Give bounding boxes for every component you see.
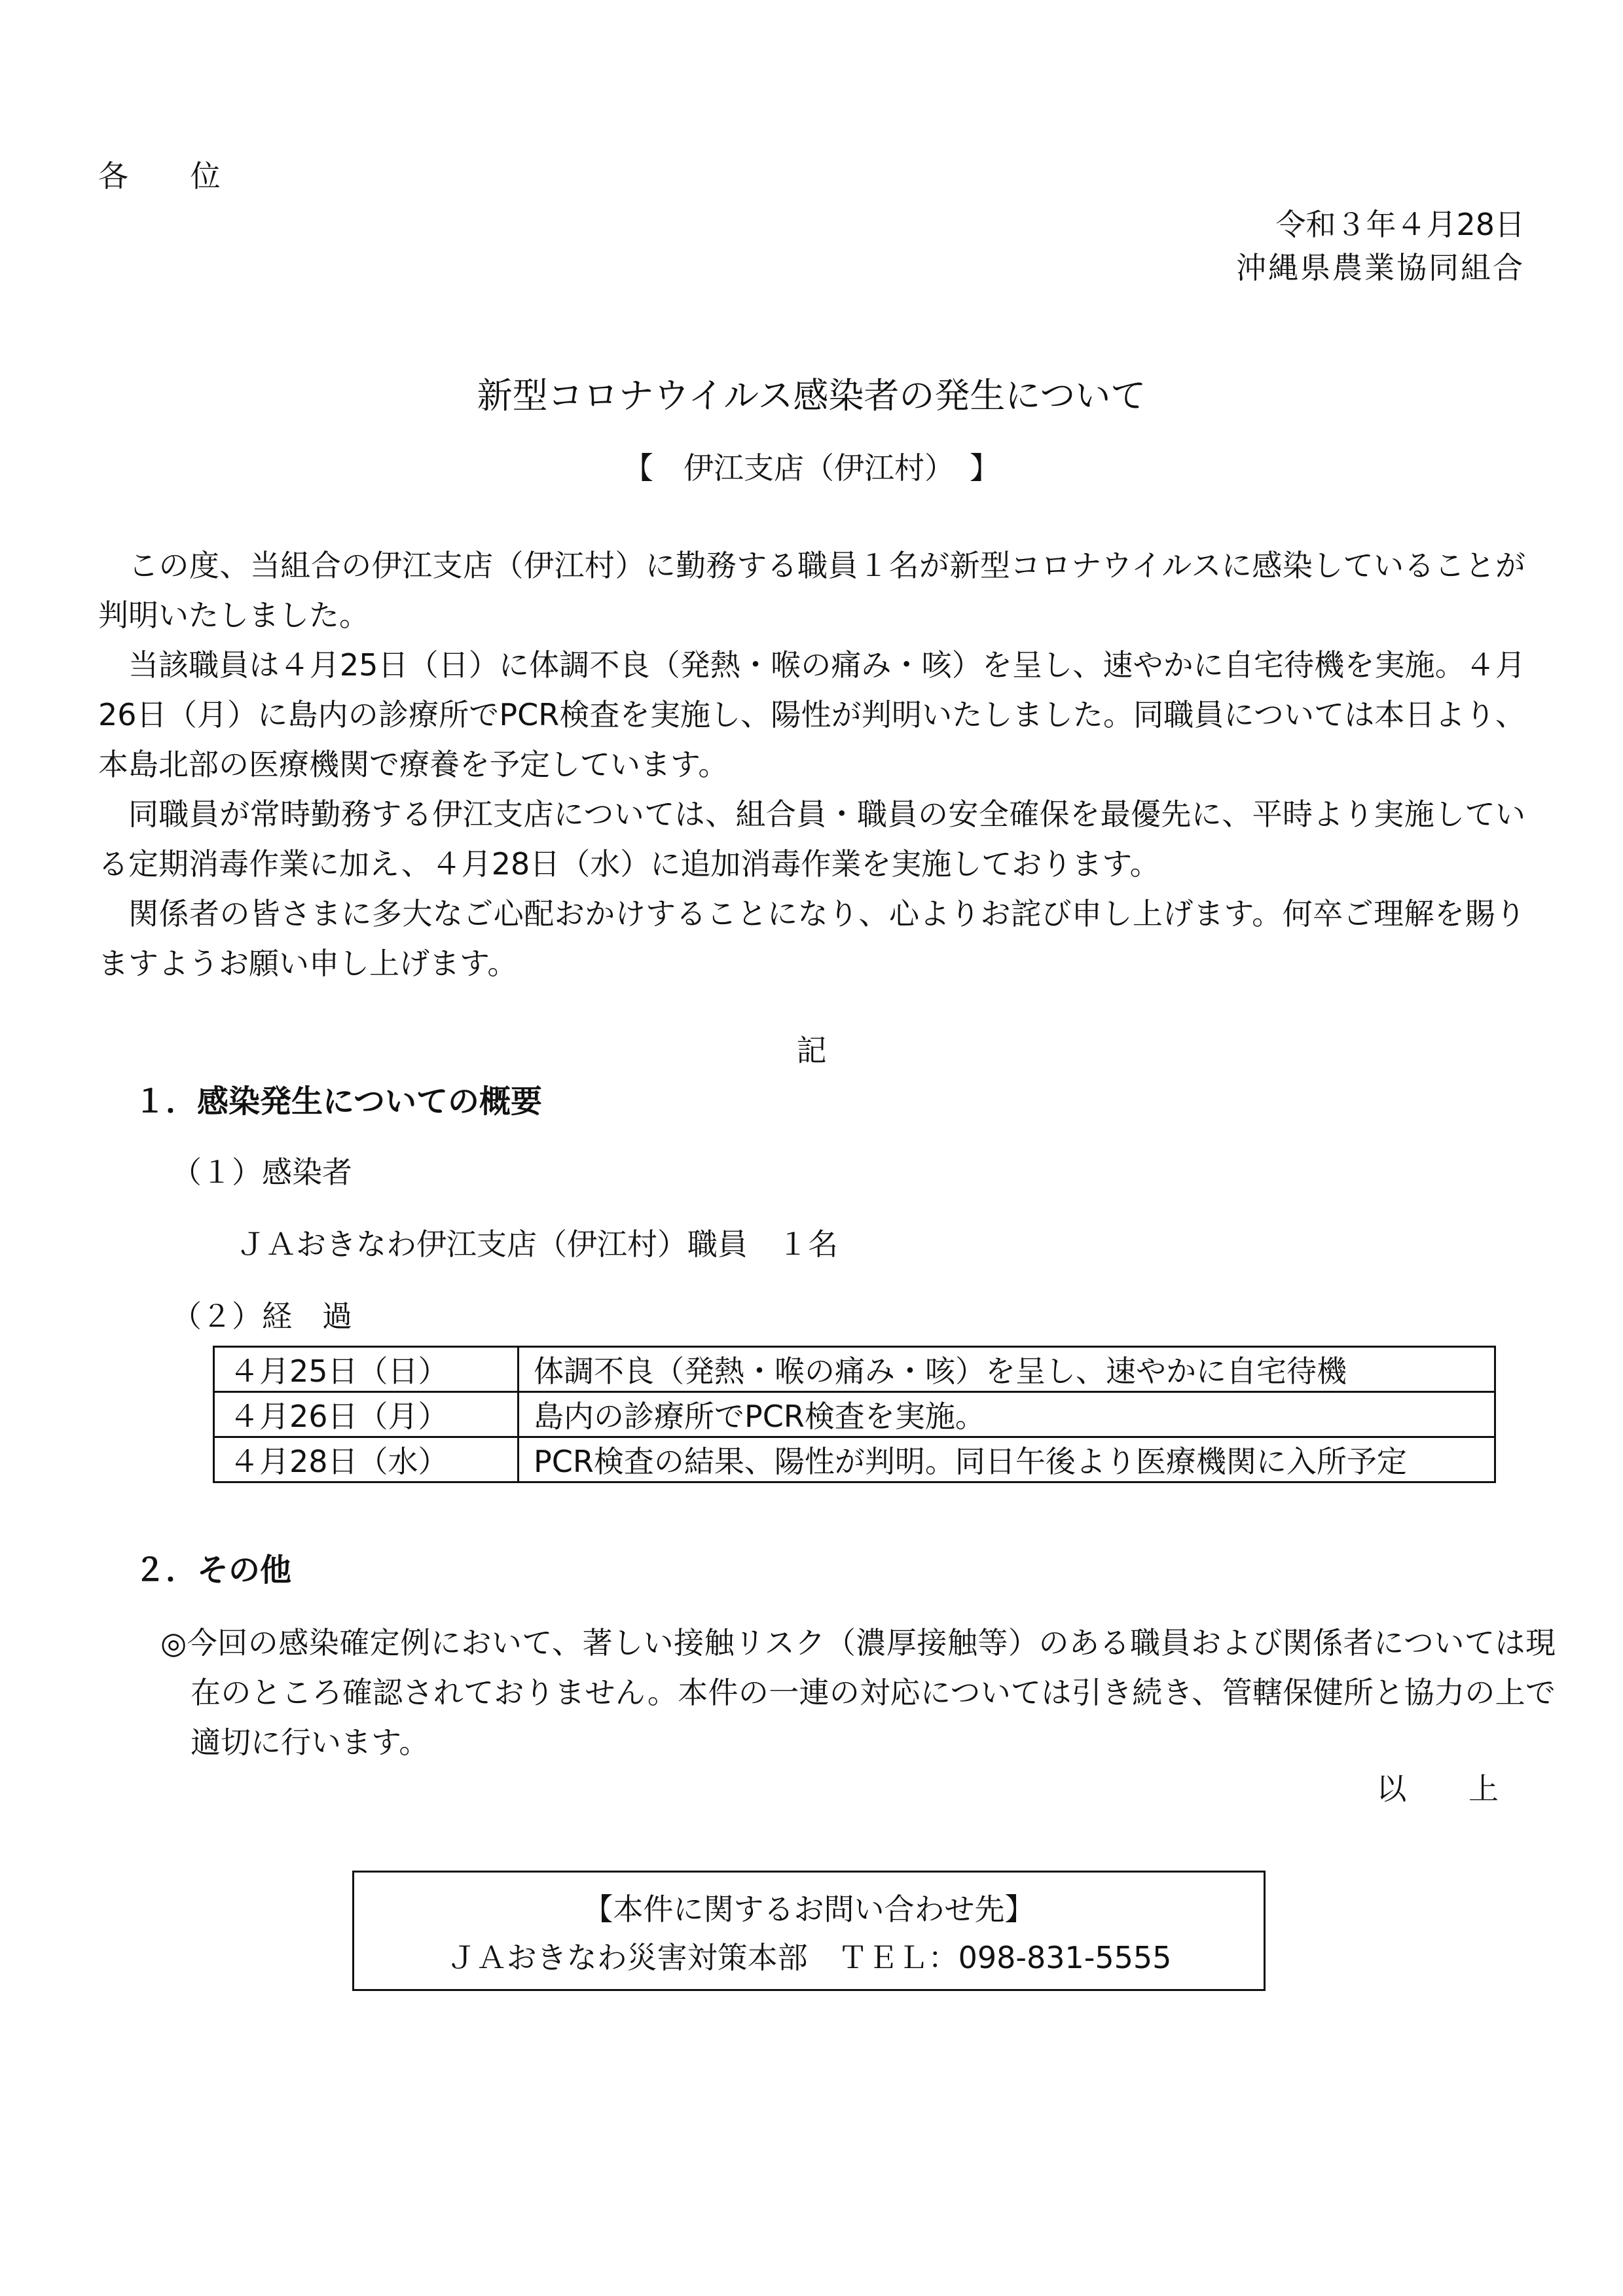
infected-person-text: ＪＡおきなわ伊江支店（伊江村）職員 １名 (236, 1227, 838, 1262)
timeline-date: ４月28日（水） (214, 1437, 519, 1482)
timeline-event: PCR検査の結果、陽性が判明。同日午後より医療機関に入所予定 (519, 1437, 1495, 1482)
body-paragraph: 関係者の皆さまに多大なご心配おかけすることになり、心よりお詫び申し上げます。何卒ご理解を賜りますようお願い申し上げます。 (98, 896, 1525, 981)
closing-mark: 以 上 (1376, 1771, 1525, 1806)
contact-details: ＪＡおきなわ災害対策本部 ＴＥＬ：098-831-5555 (446, 1940, 1172, 1975)
recipient-line: 各 位 (98, 158, 247, 194)
timeline-event: 体調不良（発熱・喉の痛み・咳）を呈し、速やかに自宅待機 (519, 1347, 1495, 1392)
subsection-2-heading: （２）経 過 (172, 1299, 352, 1334)
body-paragraph: 同職員が常時勤務する伊江支店については、組合員・職員の安全確保を最優先に、平時より実施している定期消毒作業に加え、４月28日（水）に追加消毒作業を実施しております。 (98, 797, 1525, 882)
document-title: 新型コロナウイルス感染者の発生について (477, 375, 1146, 416)
contact-box (352, 1871, 1266, 1991)
timeline-date: ４月26日（月） (214, 1392, 519, 1437)
subsection-1-heading: （１）感染者 (172, 1155, 352, 1190)
other-notes-text: ◎今回の感染確定例において、著しい接触リスク（濃厚接触等）のある職員および関係者については現在のところ確認されておりません。本件の一連の対応については引き続き、管轄保健所と協力の上で適切に行います。 (160, 1625, 1556, 1760)
table-row (214, 1347, 1495, 1392)
table-row (214, 1437, 1495, 1482)
record-mark: 記 (796, 1033, 827, 1068)
section-2-heading: ２．その他 (134, 1552, 292, 1588)
section-1-heading: １．感染発生についての概要 (134, 1083, 543, 1120)
sender-organization: 沖縄県農業協同組合 (1236, 250, 1525, 285)
body-paragraph: 当該職員は４月25日（日）に体調不良（発熱・喉の痛み・咳）を呈し、速やかに自宅待機を実施。４月26日（月）に島内の診療所でPCR検査を実施し、陽性が判明いたしました。同職員については本日より、本島北部の医療機関で療養を予定しています。 (98, 647, 1525, 782)
issue-date: 令和３年４月28日 (1275, 207, 1525, 242)
contact-label: 【本件に関するお問い合わせ先】 (583, 1892, 1035, 1927)
table-row (214, 1392, 1495, 1437)
body-paragraph: この度、当組合の伊江支店（伊江村）に勤務する職員１名が新型コロナウイルスに感染していることが判明いたしました。 (98, 548, 1525, 633)
timeline-table (213, 1346, 1496, 1483)
document-subtitle: 【 伊江支店（伊江村） 】 (623, 450, 1000, 486)
timeline-event: 島内の診療所でPCR検査を実施。 (519, 1392, 1495, 1437)
timeline-date: ４月25日（日） (214, 1347, 519, 1392)
body-text (98, 541, 1525, 988)
